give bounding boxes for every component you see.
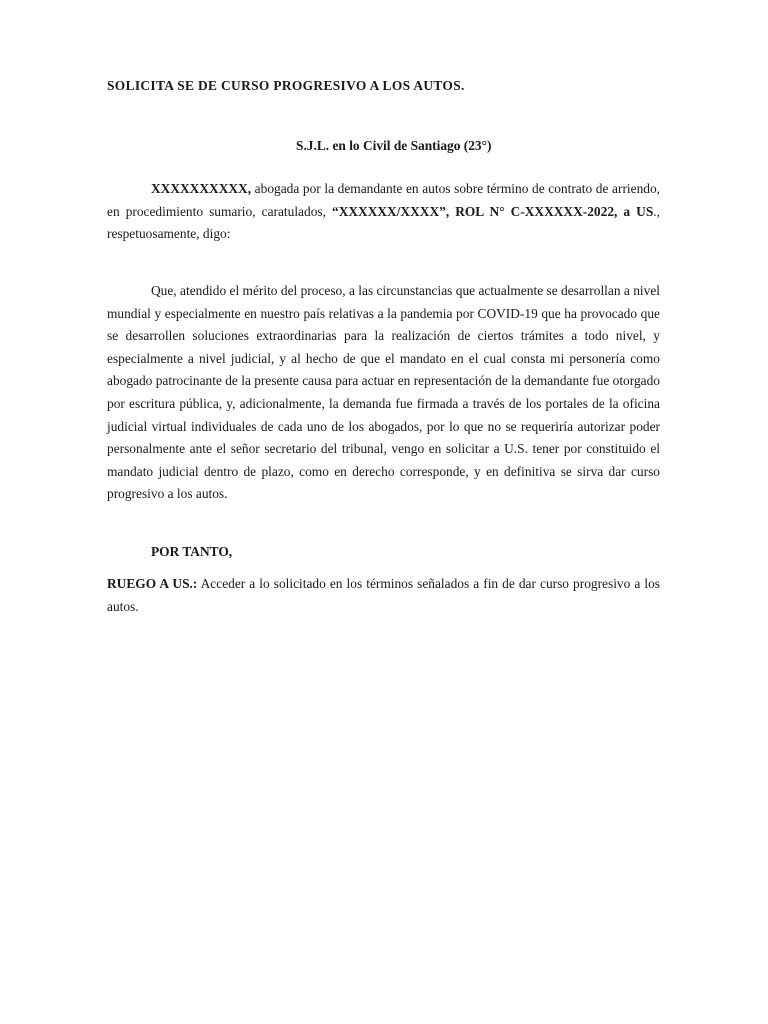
ruego-label: RUEGO A US.: [107, 576, 198, 591]
body-paragraph: Que, atendido el mérito del proceso, a las circunstancias que actualmente se desarrollan a nivel mundial y especialmente en nuestro país relativas a la pandemia por COVID-19 que ha provocado que se desarrollen soluciones extraordinarias para la realización de ciertos trámites a todo nivel, y especialmente a nivel judicial, y al hecho de que el mandato en el cual consta mi personería como abogado patrocinante de la presente causa para actuar en representación de la demandante fue otorgado por escritura pública, y, adicionalmente, la demanda fue firmada a través de los portales de la oficina judicial virtual individuales de cada uno de los abogados, por lo que no se requeriría autorizar poder personalmente ante el señor secretario del tribunal, vengo en solicitar a U.S. tener por constituido el mandato judicial dentro de plazo, como en derecho corresponde, y en definitiva se sirva dar curso progresivo a los autos. [107, 283, 660, 502]
petition-paragraph [107, 573, 660, 618]
intro-paragraph [107, 178, 660, 246]
intro-text-a: abogada por la demandante en autos sobre término de contrato de arriendo, en procedimiento sumario, caratulados, [107, 181, 660, 219]
petition-text: Acceder a lo solicitado en los términos señalados a fin de dar curso progresivo a los autos. [107, 576, 660, 614]
court-heading: S.J.L. en lo Civil de Santiago (23°) [296, 138, 492, 153]
case-caption: “XXXXXX/XXXX”, ROL N° C-XXXXXX-2022, a US [332, 203, 654, 219]
por-tanto-label: POR TANTO, [151, 544, 233, 559]
document-sumilla: SOLICITA SE DE CURSO PROGRESIVO A LOS AUTOS. [107, 78, 465, 93]
lawyer-name: XXXXXXXXXX, [151, 181, 252, 196]
intro-text-b: ., respetuosamente, digo: [107, 203, 660, 242]
por-tanto-line [107, 541, 660, 564]
